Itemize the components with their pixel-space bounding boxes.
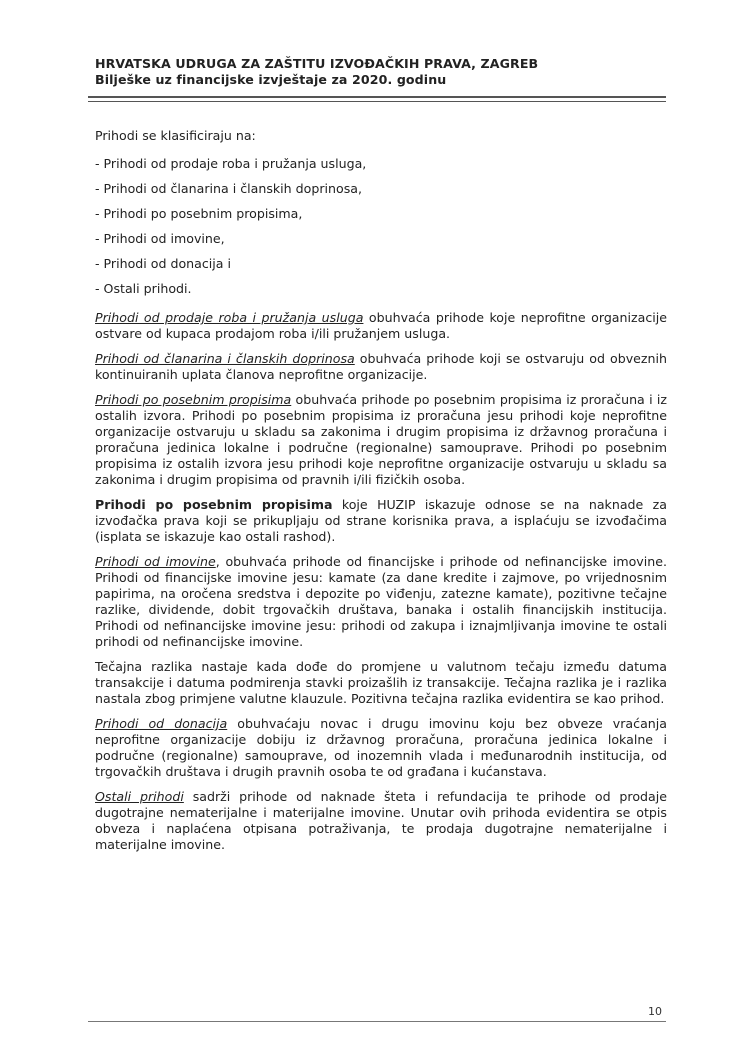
revenue-classification-list [95, 151, 667, 301]
term-heading: Prihodi od članarina i članskih doprinosa [95, 351, 355, 366]
term-heading: Prihodi od prodaje roba i pružanja usluga [95, 310, 364, 325]
paragraph-text: obuhvaća prihode po posebnim propisima iz proračuna i iz ostalih izvora. Prihodi po posebnim propisima iz proračuna jesu prihodi koje neprofitne organizacije ostvaruju u skladu sa zakonima i drugim propisima iz državnog proračuna i proračuna jedinica lokalne i područne (regionalne) samouprave. Prihodi po posebnim propisima iz ostalih izvora jesu prihodi koje neprofitne organizacije ostvaruju u skladu sa zakonima i drugim propisima od pravnih i/ili fizičkih osoba. [95, 392, 668, 487]
page-number: 10 [648, 1005, 662, 1018]
paragraph-membership-revenue [95, 351, 667, 383]
list-item: - Prihodi od donacija i [95, 256, 232, 271]
term-heading: Prihodi od imovine [95, 554, 216, 569]
document-subtitle: Bilješke uz financijske izvještaje za 2020. godinu [95, 72, 447, 87]
paragraph-other-revenue [95, 789, 667, 853]
list-item: - Ostali prihodi. [95, 281, 192, 296]
paragraph-text: Tečajna razlika nastaje kada dođe do promjene u valutnom tečaju između datuma transakcije i datuma podmirenja stavki proizašlih iz transakcije. Tečajna razlika je i razlika nastala zbog primjene valutne klauzule. Pozitivna tečajna razlika evidentira se kao prihod. [95, 659, 667, 706]
paragraph-donations-revenue [95, 716, 667, 780]
header-rule-thin [88, 101, 666, 102]
paragraph-exchange-difference [95, 659, 667, 707]
paragraph-special-regulations-revenue [95, 392, 667, 488]
term-heading: Prihodi od donacija [95, 716, 228, 731]
list-item: - Prihodi od članarina i članskih doprinosa, [95, 181, 363, 196]
term-heading: Ostali prihodi [95, 789, 184, 804]
paragraph-text: , obuhvaća prihode od financijske i prihode od nefinancijske imovine. Prihodi od financijske imovine jesu: kamate (za dane kredite i zajmove, po vrijednosnim papirima, na oročena sredstva i depozite po viđenju, zatezne kamate), pozitivne tečajne razlike, dividende, dobit trgovačkih društava, banaka i ostalih financijskih institucija. Prihodi od nefinancijske imovine jesu: prihodi od zakupa i iznajmljivanja imovine te ostali prihodi od nefinancijske imovine. [95, 554, 667, 649]
paragraph-text: obuhvaća prihode koji se ostvaruju od obveznih kontinuiranih uplata članova neprofitne organizacije. [95, 351, 667, 382]
document-header [95, 56, 670, 88]
paragraph-sales-revenue [95, 310, 667, 342]
list-item: - Prihodi po posebnim propisima, [95, 206, 303, 221]
header-rule-thick [88, 96, 666, 98]
paragraph-text: obuhvaćaju novac i drugu imovinu koju bez obveze vraćanja neprofitne organizacije dobiju iz državnog proračuna, proračuna jedinica lokalne i područne (regionalne) samouprave, od inozemnih vlada i međunarodnih institucija, od trgovačkih društava i drugih pravnih osoba te od građana i kućanstava. [95, 716, 667, 779]
term-heading: Prihodi po posebnim propisima [95, 392, 292, 407]
list-item: - Prihodi od imovine, [95, 231, 225, 246]
paragraph-text: obuhvaća prihode koje neprofitne organizacije ostvare od kupaca prodajom roba i/ili pružanjem usluga. [95, 310, 668, 341]
paragraph-huzip-special-revenue [95, 497, 667, 545]
paragraph-text: koje HUZIP iskazuje odnose se na naknade za izvođačka prava koji se prikupljaju od strane korisnika prava, a isplaćuju se izvođačima (isplata se iskazuje kao ostali rashod). [95, 497, 667, 544]
organization-title: HRVATSKA UDRUGA ZA ZAŠTITU IZVOĐAČKIH PRAVA, ZAGREB [95, 56, 539, 71]
intro-text: Prihodi se klasificiraju na: [95, 128, 256, 143]
document-body [95, 128, 667, 853]
bold-heading: Prihodi po posebnim propisima [95, 497, 333, 512]
paragraph-property-revenue [95, 554, 667, 650]
paragraph-text: sadrži prihode od naknade šteta i refundacija te prihode od prodaje dugotrajne nematerijalne i materijalne imovine. Unutar ovih prihoda evidentira se otpis obveza i naplaćena otpisana potraživanja, te prodaja dugotrajne nematerijalne i materijalne imovine. [95, 789, 667, 852]
footer-rule [88, 1021, 666, 1022]
list-item: - Prihodi od prodaje roba i pružanja usluga, [95, 156, 367, 171]
